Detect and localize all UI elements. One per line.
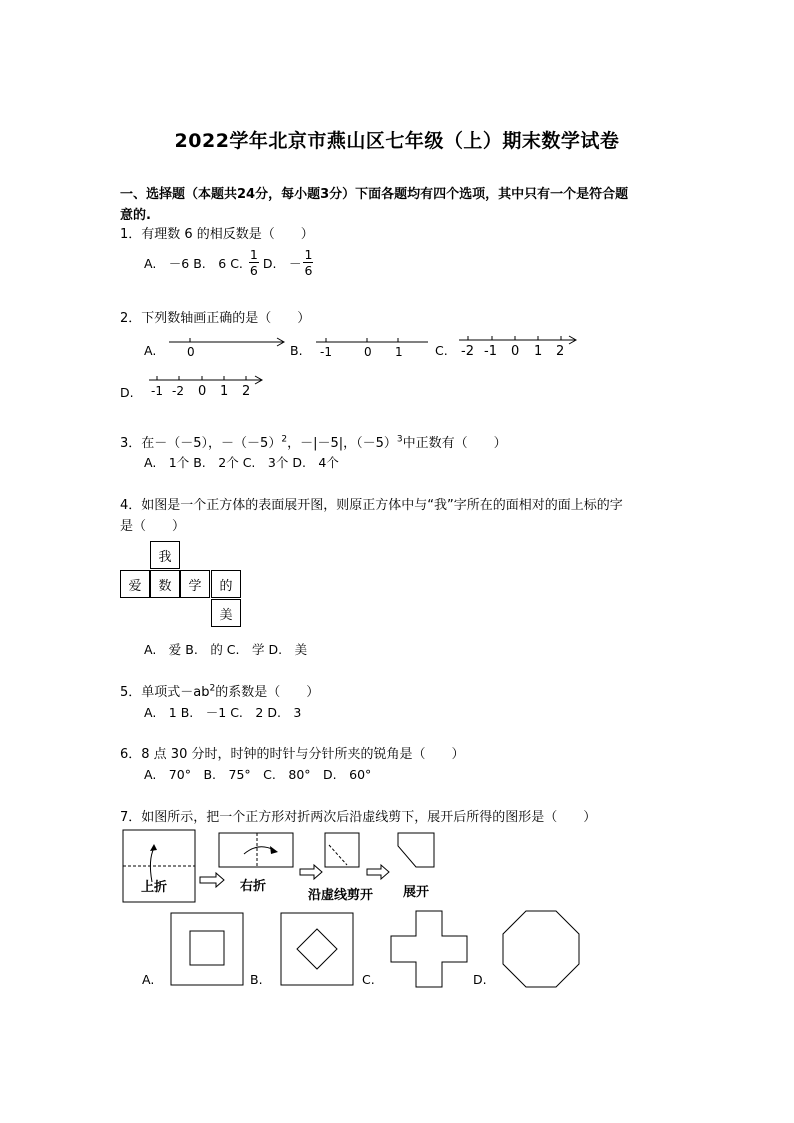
number-line-d bbox=[145, 372, 267, 400]
q2-label-a: A. bbox=[144, 343, 157, 358]
number-line-c bbox=[455, 332, 580, 360]
q7-label-a: A. bbox=[142, 972, 155, 987]
q3-stem-part-b: ，－|－5|，（－5） bbox=[287, 436, 397, 451]
folding-steps-figure bbox=[118, 826, 448, 906]
net-cell-ai: 爱 bbox=[120, 570, 150, 598]
choice-b-diamond-in-square bbox=[280, 912, 356, 988]
axis-d-label-1: -1 bbox=[151, 384, 163, 398]
axis-c-label-1: -2 bbox=[461, 344, 474, 359]
question-1-options bbox=[144, 247, 313, 278]
q3-exponent-1: 2 bbox=[281, 434, 288, 445]
q2-label-c: C. bbox=[435, 343, 448, 358]
net-cell-de: 的 bbox=[211, 570, 241, 598]
question-3-stem bbox=[120, 432, 507, 451]
step-label-right-fold: 右折 bbox=[240, 879, 267, 894]
section-heading-line2: 意的. bbox=[120, 208, 151, 223]
q1-fraction-c bbox=[249, 247, 259, 278]
net-cell-xue: 学 bbox=[180, 570, 210, 598]
q7-label-c: C. bbox=[362, 972, 375, 987]
q3-stem-part-a: 3．在－（－5），－（－5） bbox=[120, 436, 282, 451]
page-title: 2022学年北京市燕山区七年级（上）期末数学试卷 bbox=[174, 130, 620, 152]
q2-label-d: D. bbox=[120, 385, 134, 400]
q1-fraction-d bbox=[303, 247, 313, 278]
axis-b-label-1: -1 bbox=[320, 345, 332, 358]
question-3-options: A. 1个 B. 2个 C. 3个 D. 4个 bbox=[144, 455, 339, 470]
q5-stem-part-a: 5．单项式－ab bbox=[120, 685, 210, 700]
q1-option-d: D. － bbox=[262, 255, 302, 271]
axis-d-label-5: 2 bbox=[242, 384, 251, 399]
question-6-options: A. 70° B. 75° C. 80° D. 60° bbox=[144, 767, 372, 782]
choice-d-octagon bbox=[502, 910, 582, 990]
axis-b-label-3: 1 bbox=[395, 345, 403, 358]
step-label-up-fold: 上折 bbox=[141, 880, 168, 895]
axis-c-label-2: -1 bbox=[484, 344, 497, 359]
number-line-a bbox=[165, 332, 290, 358]
net-cell-shu: 数 bbox=[150, 570, 180, 598]
question-6-stem: 6．8 点 30 分时，时钟的时针与分针所夹的锐角是（ ） bbox=[120, 747, 465, 762]
q2-label-b: B. bbox=[290, 343, 303, 358]
question-5-stem bbox=[120, 681, 319, 700]
step-label-unfold: 展开 bbox=[403, 885, 430, 900]
axis-c-label-4: 1 bbox=[534, 344, 543, 359]
q5-exponent: 2 bbox=[209, 683, 216, 694]
question-4-stem-line1: 4．如图是一个正方体的表面展开图，则原正方体中与“我”字所在的面相对的面上标的字 bbox=[120, 498, 623, 513]
net-cell-wo: 我 bbox=[150, 541, 180, 569]
net-cell-mei: 美 bbox=[211, 599, 241, 627]
q5-stem-part-b: 的系数是（ ） bbox=[215, 685, 320, 700]
q1-frac-c-den: 6 bbox=[249, 263, 258, 278]
choice-a-square-in-square bbox=[170, 912, 246, 988]
axis-b-label-2: 0 bbox=[364, 345, 372, 358]
q3-exponent-2: 3 bbox=[396, 434, 403, 445]
section-heading-line1: 一、选择题（本题共24分，每小题3分）下面各题均有四个选项，其中只有一个是符合题 bbox=[120, 187, 629, 202]
q1-frac-d-num: 1 bbox=[304, 247, 313, 262]
q7-label-d: D. bbox=[473, 972, 487, 987]
q3-stem-part-c: 中正数有（ ） bbox=[402, 436, 507, 451]
q1-frac-d-den: 6 bbox=[304, 263, 313, 278]
axis-c-label-3: 0 bbox=[511, 344, 520, 359]
axis-d-label-3: 0 bbox=[198, 384, 207, 399]
q1-frac-c-num: 1 bbox=[249, 247, 258, 262]
question-4-stem-line2: 是（ ） bbox=[120, 519, 186, 534]
question-2-stem: 2．下列数轴画正确的是（ ） bbox=[120, 311, 311, 326]
choice-c-cross-shape bbox=[390, 910, 470, 990]
question-1-stem: 1．有理数 6 的相反数是（ ） bbox=[120, 227, 314, 242]
question-7-stem: 7．如图所示，把一个正方形对折两次后沿虚线剪下，展开后所得的图形是（ ） bbox=[120, 810, 597, 825]
q7-label-b: B. bbox=[250, 972, 263, 987]
number-line-b bbox=[312, 332, 430, 358]
q1-options-ab: A. －6 B. 6 C. bbox=[144, 255, 243, 271]
axis-a-label-0: 0 bbox=[187, 345, 195, 358]
axis-c-label-5: 2 bbox=[556, 344, 565, 359]
step-label-cut: 沿虚线剪开 bbox=[308, 888, 374, 903]
question-4-options: A. 爱 B. 的 C. 学 D. 美 bbox=[144, 642, 308, 657]
question-5-options: A. 1 B. －1 C. 2 D. 3 bbox=[144, 705, 302, 720]
axis-d-label-4: 1 bbox=[220, 384, 229, 399]
axis-d-label-2: -2 bbox=[172, 384, 184, 398]
